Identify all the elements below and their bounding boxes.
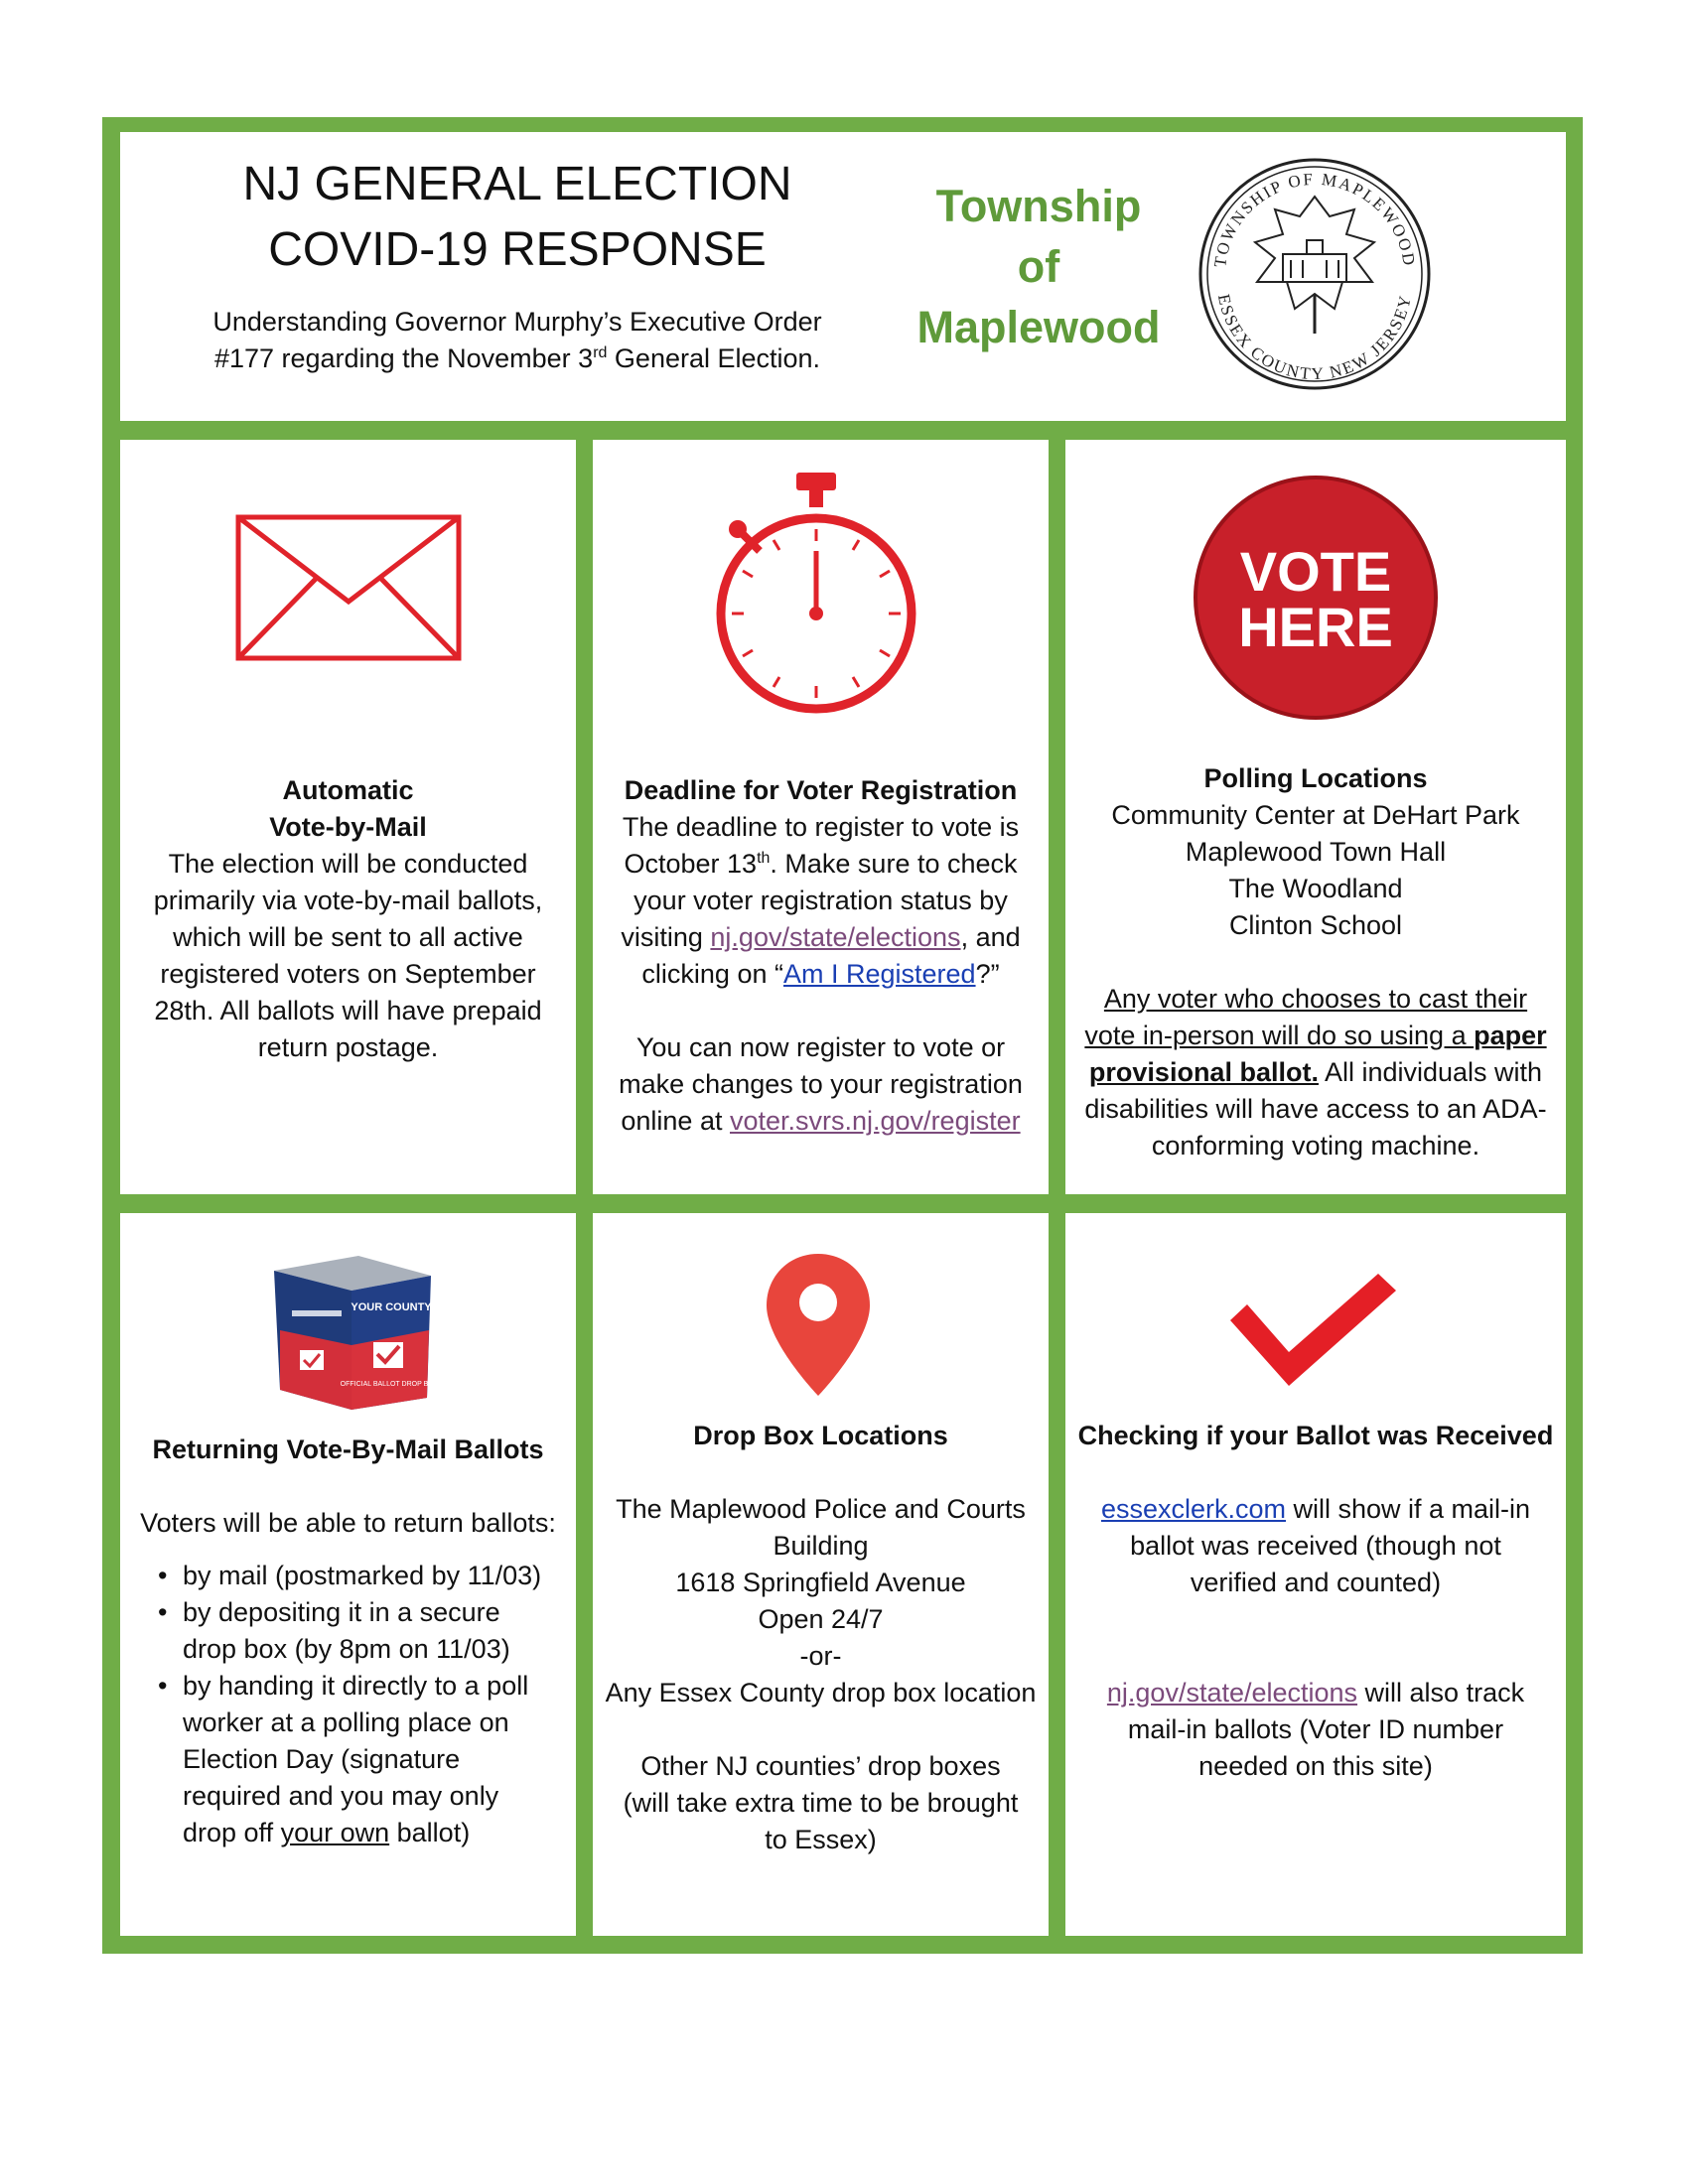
list-item-text: drop box (by 8pm on 11/03) xyxy=(183,1634,510,1664)
subtitle-line-1: Understanding Governor Murphy’s Executive Order xyxy=(212,307,822,337)
ballot-check-text-part: will also track xyxy=(1357,1678,1525,1707)
list-item-text: ballot) xyxy=(389,1818,471,1847)
page-title xyxy=(210,152,825,283)
registration-line xyxy=(593,956,1049,993)
drop-box-line: Building xyxy=(773,1531,869,1561)
drop-box-line: 1618 Springfield Avenue xyxy=(675,1568,966,1597)
ballot-check-line xyxy=(1065,1491,1566,1528)
drop-box-label-1: YOUR COUNTY xyxy=(351,1301,432,1313)
seal-top-text: TOWNSHIP OF MAPLEWOOD xyxy=(1210,169,1419,269)
polling-note-line xyxy=(1065,1018,1566,1054)
drop-box-line: Other NJ counties’ drop boxes xyxy=(640,1751,1001,1781)
registration-line: You can now register to vote or xyxy=(635,1032,1006,1062)
list-item-text: required and you may only xyxy=(183,1781,499,1811)
header-panel xyxy=(120,132,1566,421)
registration-text-part: October 13 xyxy=(624,849,758,879)
polling-text xyxy=(1065,760,1566,1164)
spacer xyxy=(593,993,1049,1029)
vote-here-icon xyxy=(1193,475,1439,721)
returning-text xyxy=(120,1432,576,1851)
polling-location: Clinton School xyxy=(1228,910,1403,940)
township-name xyxy=(905,176,1173,357)
list-item xyxy=(120,1594,576,1668)
township-line-2: of xyxy=(1017,241,1060,292)
vote-by-mail-line: registered voters on September xyxy=(160,959,536,989)
subtitle-text-b: General Election. xyxy=(607,343,821,373)
title-line-1: NJ GENERAL ELECTION xyxy=(242,158,792,210)
location-pin-icon xyxy=(764,1251,873,1400)
registration-text-part: ?” xyxy=(975,959,1000,989)
essexclerk-link[interactable]: essexclerk.com xyxy=(1100,1494,1286,1524)
registration-line: your voter registration status by xyxy=(633,886,1008,915)
drop-box-line: Any Essex County drop box location xyxy=(605,1678,1037,1707)
ballot-check-heading: Checking if your Ballot was Received xyxy=(1077,1421,1554,1450)
vote-by-mail-line: return postage. xyxy=(257,1032,439,1062)
polling-note-line: disabilities will have access to an ADA- xyxy=(1084,1094,1547,1124)
checkmark-icon xyxy=(1227,1271,1401,1390)
township-seal-icon xyxy=(1196,155,1434,393)
drop-box-heading: Drop Box Locations xyxy=(693,1421,948,1450)
spacer xyxy=(120,1468,576,1505)
vote-by-mail-line: which will be sent to all active xyxy=(173,922,523,952)
registration-text-part: clicking on “ xyxy=(641,959,783,989)
subtitle-text-a: #177 regarding the November 3 xyxy=(213,343,594,373)
polling-heading: Polling Locations xyxy=(1203,763,1428,793)
drop-box-line: -or- xyxy=(799,1641,842,1671)
returning-panel xyxy=(120,1213,576,1936)
bullet-icon: • xyxy=(158,1597,168,1627)
badge-line-1: VOTE xyxy=(1239,540,1392,603)
polling-note-line: conforming voting machine. xyxy=(1151,1131,1480,1160)
stopwatch-icon xyxy=(712,470,930,718)
nj-elections-tracking-link[interactable]: nj.gov/state/elections xyxy=(1106,1678,1358,1707)
vote-by-mail-text xyxy=(120,772,576,1066)
spacer xyxy=(1065,944,1566,981)
polling-note-bold: paper xyxy=(1474,1021,1547,1050)
registration-heading: Deadline for Voter Registration xyxy=(624,775,1018,805)
registration-line xyxy=(593,846,1049,883)
list-item xyxy=(120,1668,576,1851)
registration-text-part: online at xyxy=(621,1106,730,1136)
drop-box-text xyxy=(593,1418,1049,1858)
list-item-text: by handing it directly to a poll xyxy=(183,1671,529,1701)
am-i-registered-link[interactable]: Am I Registered xyxy=(782,959,976,989)
vote-by-mail-heading-2: Vote-by-Mail xyxy=(269,812,427,842)
spacer xyxy=(1065,1601,1566,1675)
ballot-check-panel xyxy=(1065,1213,1566,1936)
vote-by-mail-heading-1: Automatic xyxy=(282,775,414,805)
ballot-check-text xyxy=(1065,1418,1566,1785)
ballot-check-line: needed on this site) xyxy=(1198,1751,1433,1781)
ballot-drop-box-icon xyxy=(264,1251,443,1422)
returning-intro: Voters will be able to return ballots: xyxy=(140,1508,556,1538)
returning-heading: Returning Vote-By-Mail Ballots xyxy=(152,1434,544,1464)
list-item-text: by depositing it in a secure xyxy=(183,1597,500,1627)
ballot-check-line: mail-in ballots (Voter ID number xyxy=(1127,1714,1504,1744)
vote-by-mail-line: 28th. All ballots will have prepaid xyxy=(154,996,542,1025)
voter-register-link[interactable]: voter.svrs.nj.gov/register xyxy=(729,1106,1021,1136)
vote-by-mail-panel xyxy=(120,440,576,1194)
ballot-check-line: verified and counted) xyxy=(1190,1568,1442,1597)
registration-line xyxy=(593,1103,1049,1140)
drop-box-line: The Maplewood Police and Courts xyxy=(616,1494,1026,1524)
drop-box-panel xyxy=(593,1213,1049,1936)
township-line-3: Maplewood xyxy=(916,302,1161,352)
drop-box-label-2: OFFICIAL BALLOT DROP BOX xyxy=(340,1381,439,1388)
polling-note-part: All individuals with xyxy=(1318,1057,1543,1087)
nj-elections-link[interactable]: nj.gov/state/elections xyxy=(710,922,961,952)
list-item-text: drop off xyxy=(183,1818,281,1847)
ballot-check-line: ballot was received (though not xyxy=(1130,1531,1501,1561)
spacer xyxy=(1065,1454,1566,1491)
list-item-text: by mail (postmarked by 11/03) xyxy=(183,1561,542,1590)
polling-note-part: vote in-person will do so using a xyxy=(1084,1021,1475,1050)
returning-list xyxy=(120,1558,576,1851)
page-subtitle xyxy=(190,304,845,377)
drop-box-line: Open 24/7 xyxy=(758,1604,884,1634)
polling-note-line: Any voter who chooses to cast their xyxy=(1103,984,1528,1014)
registration-text-part: . Make sure to check xyxy=(770,849,1018,879)
ballot-check-text-part: will show if a mail-in xyxy=(1285,1494,1531,1524)
vote-by-mail-line: primarily via vote-by-mail ballots, xyxy=(153,886,543,915)
flyer-frame xyxy=(102,117,1583,1954)
polling-location: Maplewood Town Hall xyxy=(1185,837,1447,867)
spacer xyxy=(593,1454,1049,1491)
township-line-1: Township xyxy=(935,181,1142,231)
registration-text-part: , and xyxy=(960,922,1021,952)
list-item-text: worker at a polling place on xyxy=(183,1707,509,1737)
badge-line-2: HERE xyxy=(1238,596,1393,658)
registration-sup: th xyxy=(757,850,771,867)
registration-line: make changes to your registration xyxy=(619,1069,1023,1099)
list-item-underlined: your own xyxy=(280,1818,390,1847)
seal-bottom-text: ESSEX COUNTY NEW JERSEY xyxy=(1213,292,1416,384)
ballot-check-line xyxy=(1065,1675,1566,1711)
registration-panel xyxy=(593,440,1049,1194)
polling-note-bold: provisional ballot. xyxy=(1088,1057,1319,1087)
vote-by-mail-line: The election will be conducted xyxy=(168,849,528,879)
title-line-2: COVID-19 RESPONSE xyxy=(268,223,767,276)
registration-line: The deadline to register to vote is xyxy=(622,812,1020,842)
drop-box-line: (will take extra time to be brought xyxy=(623,1788,1019,1818)
envelope-icon xyxy=(235,514,462,661)
polling-location: The Woodland xyxy=(1228,874,1403,903)
registration-text-part: visiting xyxy=(621,922,711,952)
registration-line xyxy=(593,919,1049,956)
polling-note-line xyxy=(1065,1054,1566,1091)
spacer xyxy=(593,1711,1049,1748)
polling-panel xyxy=(1065,440,1566,1194)
list-item-text: Election Day (signature xyxy=(183,1744,461,1774)
subtitle-sup: rd xyxy=(593,344,608,361)
bullet-icon: • xyxy=(158,1561,168,1590)
registration-text xyxy=(593,772,1049,1140)
subtitle-line-2 xyxy=(190,341,845,377)
list-item xyxy=(120,1558,576,1594)
drop-box-line: to Essex) xyxy=(765,1825,877,1854)
bullet-icon: • xyxy=(158,1671,168,1701)
polling-location: Community Center at DeHart Park xyxy=(1111,800,1520,830)
